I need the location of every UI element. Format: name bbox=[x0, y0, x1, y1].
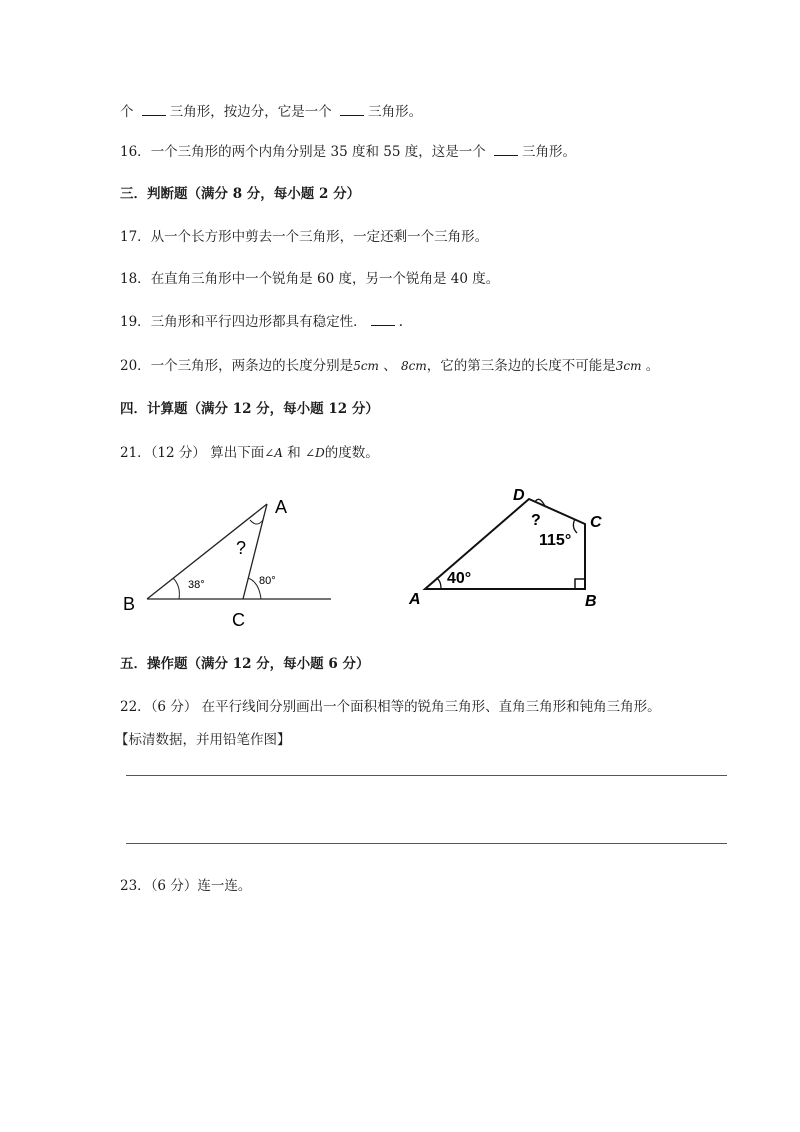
q22-score: （6 分） bbox=[150, 699, 198, 715]
q20-value-8cm: 8cm bbox=[401, 359, 427, 373]
q17-line bbox=[120, 228, 488, 246]
q22-note: 【标清数据，并用铅笔作图】 bbox=[115, 732, 291, 748]
q18-line bbox=[120, 270, 499, 288]
q16-text1: 一个三角形的两个内角分别是 35 度和 55 度，这是一个 bbox=[150, 144, 486, 160]
q15-line bbox=[120, 103, 422, 121]
question-number: 17． bbox=[120, 229, 151, 245]
question-number: 21． bbox=[120, 445, 151, 461]
q22-text: 在平行线间分别画出一个面积相等的锐角三角形、直角三角形和钝角三角形。 bbox=[201, 699, 661, 715]
label-a: A bbox=[275, 497, 288, 517]
question-mark: ? bbox=[531, 512, 541, 529]
angle-b-value: 38° bbox=[188, 579, 205, 591]
label-d: D bbox=[513, 487, 525, 504]
q23-line bbox=[120, 877, 251, 895]
q20-text2: ，它的第三条边的长度不可能是 bbox=[426, 358, 616, 374]
q15-part3: 三角形。 bbox=[368, 104, 423, 120]
q21-score: （12 分） bbox=[150, 445, 206, 461]
q21-text2: 的度数。 bbox=[324, 445, 379, 461]
question-number: 22． bbox=[120, 699, 151, 715]
section-5-title: 五．操作题（满分 12 分，每小题 6 分） bbox=[120, 656, 370, 672]
question-number: 19． bbox=[120, 314, 151, 330]
trapezoid-figure-2 bbox=[405, 482, 615, 614]
q20-text1: 一个三角形，两条边的长度分别是 bbox=[150, 358, 354, 374]
q21-text1: 算出下面 bbox=[210, 445, 265, 461]
q20-sep: 、 bbox=[383, 358, 397, 374]
question-number: 23． bbox=[120, 878, 151, 894]
q19-end: . bbox=[398, 314, 403, 330]
answer-blank[interactable] bbox=[340, 103, 364, 116]
section-4-title: 四．计算题（满分 12 分，每小题 12 分） bbox=[120, 401, 379, 417]
right-angle-mark bbox=[575, 579, 585, 589]
q17-text: 从一个长方形中剪去一个三角形，一定还剩一个三角形。 bbox=[150, 229, 489, 245]
side-ba bbox=[147, 504, 267, 599]
q15-part1: 个 bbox=[120, 104, 134, 120]
q21-line bbox=[120, 444, 379, 462]
label-c: C bbox=[590, 514, 602, 531]
q23-text: 连一连。 bbox=[197, 878, 252, 894]
label-b: B bbox=[585, 593, 597, 610]
answer-blank[interactable] bbox=[494, 143, 518, 156]
q20-line bbox=[120, 357, 659, 375]
angle-a-value: 40° bbox=[447, 570, 472, 587]
answer-blank[interactable] bbox=[142, 103, 166, 116]
question-number: 16． bbox=[120, 144, 151, 160]
q21-angle-a: ∠A bbox=[264, 446, 283, 460]
q18-text: 在直角三角形中一个锐角是 60 度，另一个锐角是 40 度。 bbox=[150, 271, 500, 287]
q20-value-3cm: 3cm bbox=[615, 359, 642, 373]
q20-value-5cm: 5cm bbox=[353, 359, 379, 373]
q23-score: （6 分） bbox=[150, 878, 198, 894]
parallel-line-top bbox=[126, 775, 727, 776]
label-a: A bbox=[409, 591, 421, 608]
angle-c-value: 80° bbox=[259, 575, 276, 587]
answer-blank[interactable] bbox=[371, 313, 395, 326]
q16-text2: 三角形。 bbox=[522, 144, 577, 160]
q22-line bbox=[120, 698, 661, 716]
label-c: C bbox=[232, 610, 245, 630]
triangle-figure-1 bbox=[115, 490, 340, 635]
parallel-line-bottom bbox=[126, 843, 727, 844]
q21-and: 和 bbox=[287, 445, 301, 461]
label-b: B bbox=[123, 594, 136, 614]
q15-part2: 三角形，按边分，它是一个 bbox=[169, 104, 332, 120]
question-number: 18． bbox=[120, 271, 151, 287]
q19-text: 三角形和平行四边形都具有稳定性． bbox=[150, 314, 367, 330]
angle-c-value: 115° bbox=[539, 532, 572, 549]
angle-a-arc bbox=[250, 520, 263, 524]
angle-b-arc bbox=[173, 578, 179, 599]
q19-line bbox=[120, 313, 403, 331]
question-number: 20． bbox=[120, 358, 151, 374]
q16-line bbox=[120, 143, 576, 161]
question-mark: ? bbox=[236, 538, 247, 558]
q20-end: 。 bbox=[645, 358, 660, 374]
section-3-title: 三．判断题（满分 8 分，每小题 2 分） bbox=[120, 186, 361, 202]
q21-angle-d: ∠D bbox=[305, 446, 325, 460]
